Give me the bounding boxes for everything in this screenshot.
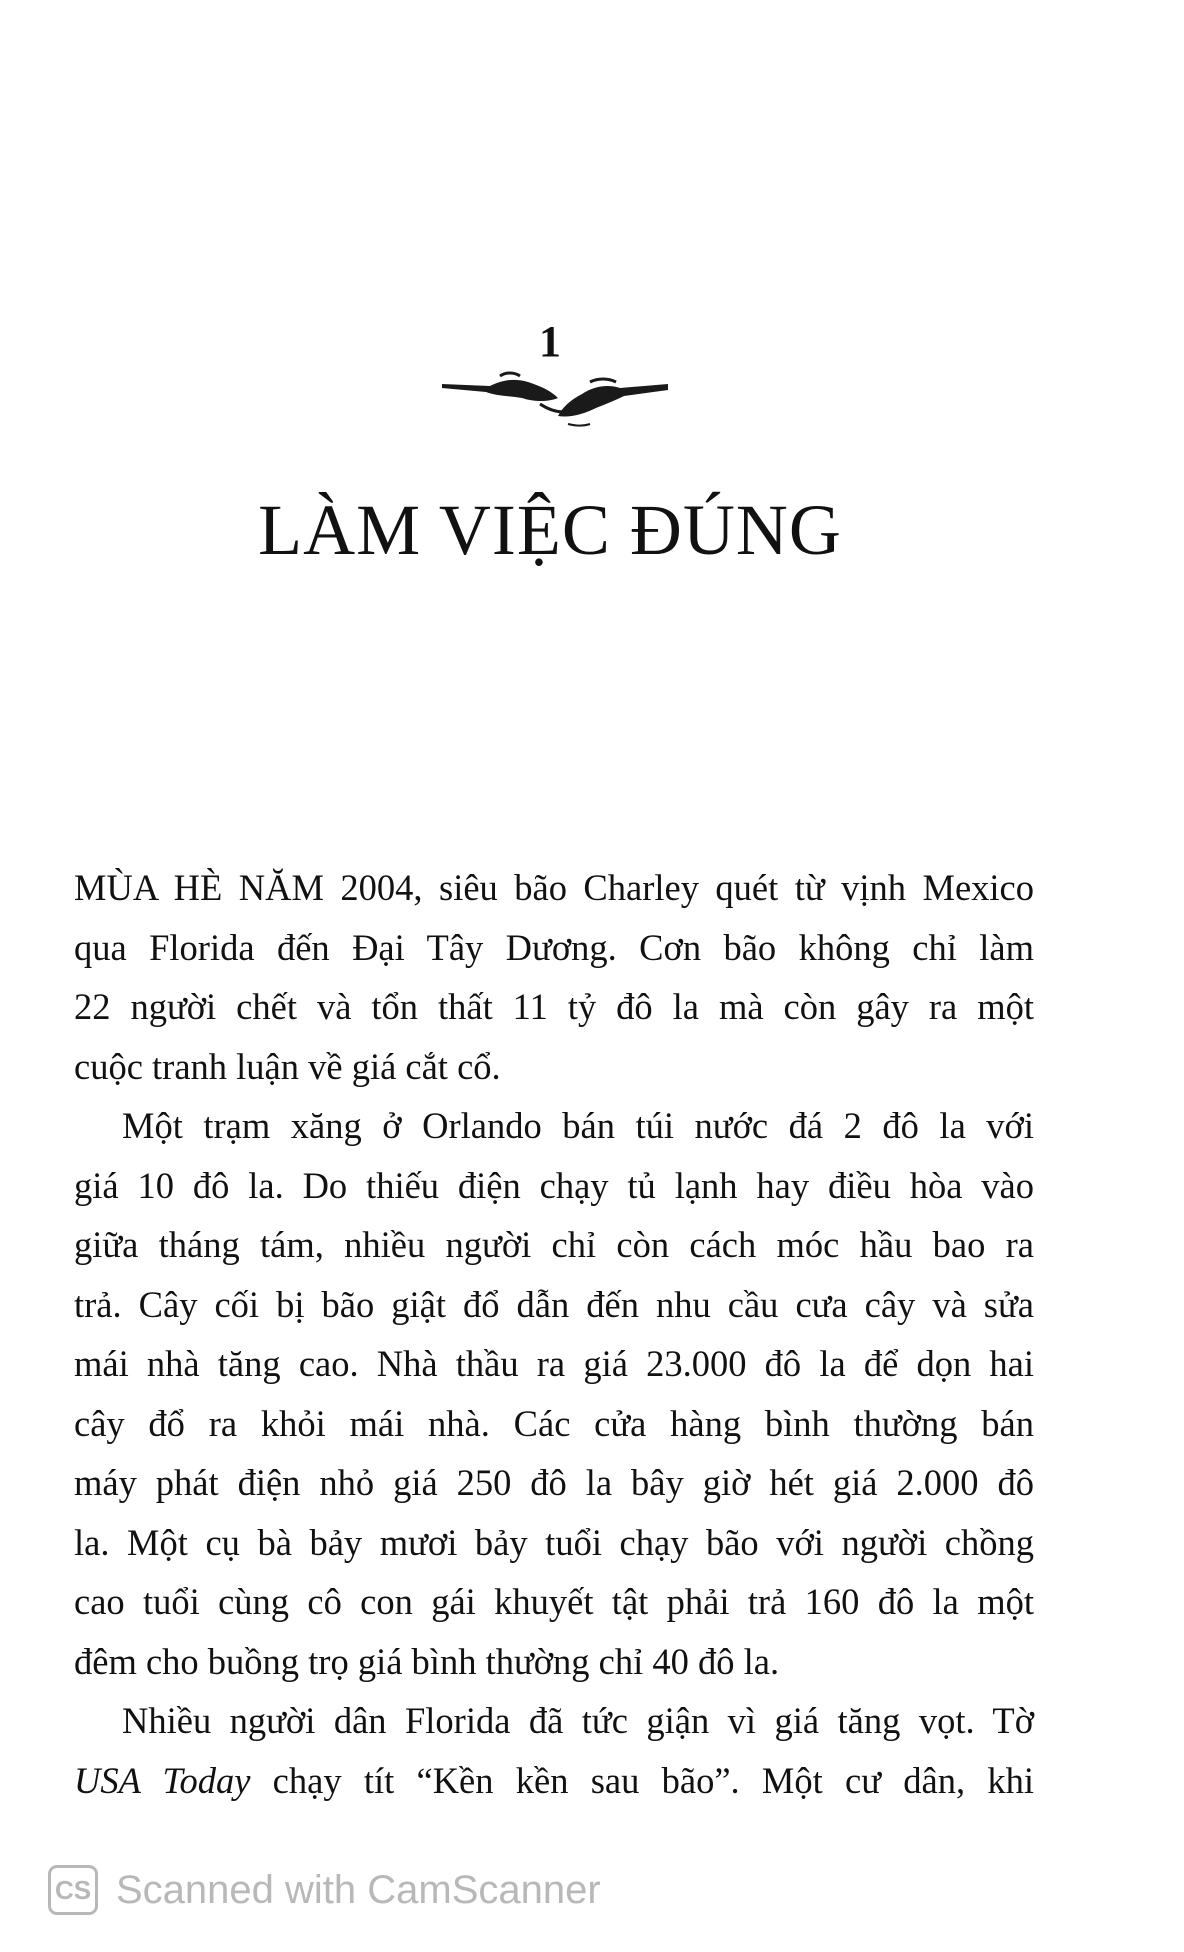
- chapter-title: LÀM VIỆC ĐÚNG: [258, 490, 842, 570]
- paragraph-3: [74, 1691, 1034, 1810]
- text-line: cây đổ ra khỏi mái nhà. Các cửa hàng bình thường bán: [74, 1402, 1034, 1444]
- text-line: mái nhà tăng cao. Nhà thầu ra giá 23.000 đô la để dọn hai: [74, 1343, 1034, 1384]
- text-line: la. Một cụ bà bảy mươi bảy tuổi chạy bão với người chồng: [74, 1521, 1034, 1563]
- text-line: giữa tháng tám, nhiều người chỉ còn cách móc hầu bao ra: [74, 1224, 1034, 1265]
- newspaper-name: USA Today: [74, 1759, 251, 1801]
- chapter-number: 1: [539, 317, 561, 366]
- text-line: trả. Cây cối bị bão giật đổ dẫn đến nhu cầu cưa cây và sửa: [74, 1283, 1034, 1325]
- body-text: [74, 858, 1034, 1810]
- text-line: Một trạm xăng ở Orlando bán túi nước đá 2 đô la với: [122, 1105, 1034, 1146]
- paragraph-2: [74, 1096, 1034, 1691]
- text-line: giá 10 đô la. Do thiếu điện chạy tủ lạnh hay điều hòa vào: [74, 1164, 1034, 1206]
- pointing-hands-ornament-icon: [440, 368, 670, 448]
- text-line-rest: chạy tít “Kền kền sau bão”. Một cư dân, khi: [250, 1759, 1034, 1801]
- text-line: MÙA HÈ NĂM 2004, siêu bão Charley quét từ vịnh Mexico: [74, 867, 1034, 908]
- text-line: máy phát điện nhỏ giá 250 đô la bây giờ hét giá 2.000 đô: [74, 1462, 1034, 1503]
- text-line: cuộc tranh luận về giá cắt cổ.: [74, 1045, 501, 1087]
- text-line: qua Florida đến Đại Tây Dương. Cơn bão không chỉ làm: [74, 926, 1034, 968]
- camscanner-watermark: [48, 1862, 601, 1918]
- paragraph-1: [74, 858, 1034, 1096]
- text-line: 22 người chết và tổn thất 11 tỷ đô la mà còn gây ra một: [74, 986, 1034, 1027]
- text-line: Nhiều người dân Florida đã tức giận vì giá tăng vọt. Tờ: [122, 1700, 1034, 1741]
- text-line: đêm cho buồng trọ giá bình thường chỉ 40 đô la.: [74, 1640, 780, 1682]
- text-line: cao tuổi cùng cô con gái khuyết tật phải trả 160 đô la một: [74, 1581, 1034, 1622]
- watermark-text: Scanned with CamScanner: [116, 1867, 601, 1912]
- camscanner-logo-icon: CS: [48, 1865, 98, 1915]
- text-line: [74, 1751, 1034, 1811]
